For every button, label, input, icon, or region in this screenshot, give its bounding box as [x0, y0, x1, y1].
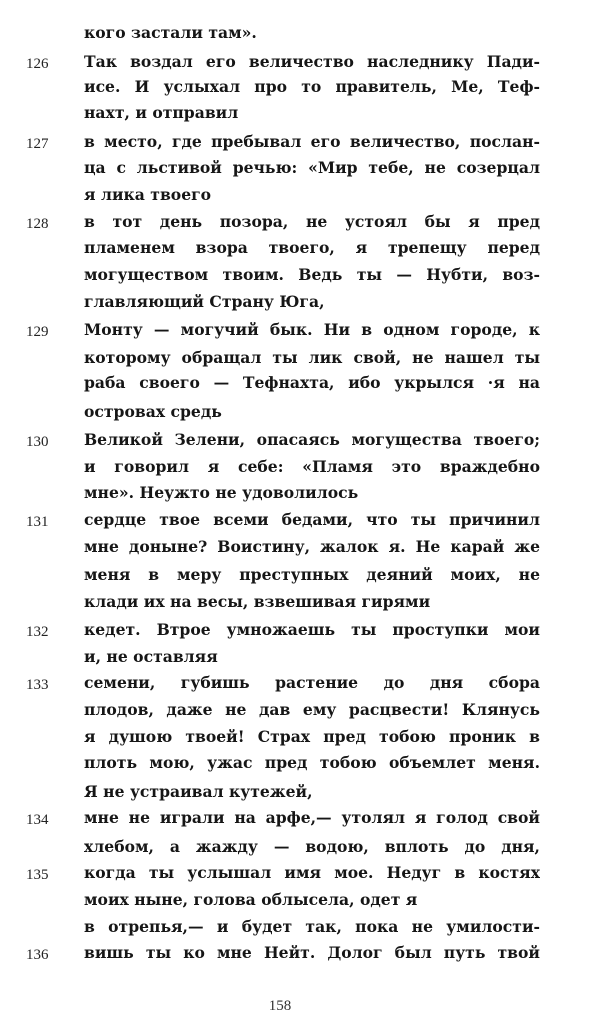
verse-number: 126	[26, 56, 49, 72]
text-line: островах средь	[84, 402, 222, 421]
text-line: Великой Зелени, опасаясь могущества твоего;	[84, 430, 540, 449]
text-line: семени, губишь растение до дня сбора	[84, 673, 540, 692]
text-line: мне». Неужто не удоволилось	[84, 483, 359, 502]
text-line: Так воздал его величество наследнику Пади-	[84, 52, 540, 71]
verse-number: 128	[26, 216, 49, 232]
verse-number: 136	[26, 947, 49, 963]
text-line: мне доныне? Воистину, жалок я. Не карай же	[84, 537, 540, 556]
text-line: сердце твое всеми бедами, что ты причинил	[84, 510, 540, 529]
text-line: раба своего — Тефнахта, ибо укрылся ·я на	[84, 373, 540, 392]
text-line: Я не устраивал кутежей,	[84, 782, 313, 801]
text-line: клади их на весы, взвешивая гирями	[84, 592, 431, 611]
text-line: ца с льстивой речью: «Мир тебе, не созерцал	[84, 158, 540, 177]
text-line: главляющий Страну Юга,	[84, 292, 325, 311]
text-line: и говорил я себе: «Пламя это враждебно	[84, 457, 540, 476]
text-line: плодов, даже не дав ему расцвести! Клянусь	[84, 700, 540, 719]
text-line: исе. И услыхал про то правитель, Ме, Теф-	[84, 77, 540, 96]
text-line: меня в меру преступных деяний моих, не	[84, 565, 540, 584]
text-line: которому обращал ты лик свой, не нашел ты	[84, 348, 540, 367]
verse-number: 135	[26, 867, 49, 883]
verse-number: 133	[26, 677, 49, 693]
verse-number: 132	[26, 624, 49, 640]
text-line: в тот день позора, не устоял бы я пред	[84, 212, 540, 231]
text-line: хлебом, а жажду — водою, вплоть до дня,	[84, 837, 540, 856]
text-line: вишь ты ко мне Нейт. Долог был путь твой	[84, 943, 540, 962]
text-line: когда ты услышал имя мое. Недуг в костях	[84, 863, 540, 882]
text-line: кедет. Втрое умножаешь ты проступки мои	[84, 620, 540, 639]
text-line: в отрепья,— и будет так, пока не умилости-	[84, 917, 540, 936]
verse-number: 134	[26, 812, 49, 828]
text-line: моих ныне, голова облысела, одет я	[84, 890, 418, 909]
text-line: нахт, и отправил	[84, 103, 239, 122]
text-line: плоть мою, ужас пред тобою объемлет меня.	[84, 753, 540, 772]
verse-number: 131	[26, 514, 49, 530]
text-line: и, не оставляя	[84, 647, 218, 666]
page-number: 158	[268, 998, 292, 1014]
text-line: могуществом твоим. Ведь ты — Нубти, воз-	[84, 265, 540, 284]
text-line: я лика твоего	[84, 185, 212, 204]
text-line: я душою твоей! Страх пред тобою проник в	[84, 727, 540, 746]
text-line: мне не играли на арфе,— утолял я голод свой	[84, 808, 540, 827]
text-line: пламенем взора твоего, я трепещу перед	[84, 238, 540, 257]
verse-number: 130	[26, 434, 49, 450]
text-line: в место, где пребывал его величество, послан-	[84, 132, 540, 151]
text-line: кого застали там».	[84, 23, 257, 42]
text-line: Монту — могучий бык. Ни в одном городе, к	[84, 320, 540, 339]
verse-number: 127	[26, 136, 49, 152]
verse-number: 129	[26, 324, 49, 340]
